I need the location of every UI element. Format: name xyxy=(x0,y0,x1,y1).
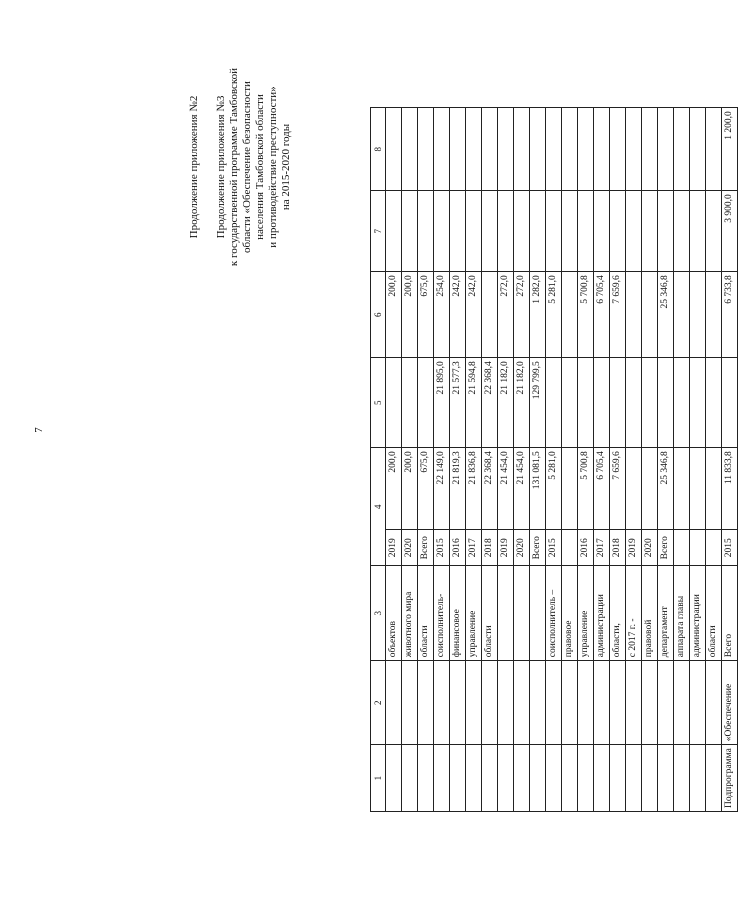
cell-year: 2019 xyxy=(626,530,642,566)
cell-c2 xyxy=(402,661,418,745)
cell-year: Всего xyxy=(658,530,674,566)
cell-c6: 272,0 xyxy=(514,272,530,358)
cell-c8 xyxy=(562,108,578,191)
cell-year xyxy=(706,530,722,566)
cell-c6: 675,0 xyxy=(418,272,434,358)
table-row xyxy=(562,108,578,812)
cell-c3: управление xyxy=(578,566,594,661)
cell-c5 xyxy=(642,358,658,448)
col-num: 1 xyxy=(371,745,386,812)
cell-c8 xyxy=(482,108,498,191)
cell-c4 xyxy=(706,448,722,530)
cell-c3: животного мира xyxy=(402,566,418,661)
cell-c4 xyxy=(642,448,658,530)
cell-c5: 21 182,0 xyxy=(498,358,514,448)
cell-c2 xyxy=(610,661,626,745)
cell-c4: 21 454,0 xyxy=(514,448,530,530)
table-row xyxy=(450,108,466,812)
cell-c5: 21 182,0 xyxy=(514,358,530,448)
cell-c4: 6 705,4 xyxy=(594,448,610,530)
cell-c2 xyxy=(578,661,594,745)
column-number-row xyxy=(371,108,386,812)
cell-c8 xyxy=(434,108,450,191)
cell-c2 xyxy=(530,661,546,745)
cell-c3: департамент xyxy=(658,566,674,661)
cell-c6 xyxy=(562,272,578,358)
cell-c3: с 2017 г. - xyxy=(626,566,642,661)
cell-c6 xyxy=(690,272,706,358)
cell-year: 2019 xyxy=(498,530,514,566)
cell-c1 xyxy=(402,745,418,812)
cell-c7 xyxy=(514,191,530,272)
header-line-2: Продолжение приложения №3 xyxy=(215,95,227,239)
table-row xyxy=(482,108,498,812)
cell-c5 xyxy=(418,358,434,448)
cell-year: 2018 xyxy=(610,530,626,566)
cell-c5: 21 594,8 xyxy=(466,358,482,448)
cell-year: 2015 xyxy=(722,530,738,566)
cell-c5 xyxy=(594,358,610,448)
cell-c3: области xyxy=(706,566,722,661)
cell-c3: области xyxy=(482,566,498,661)
cell-c5 xyxy=(578,358,594,448)
rotated-page xyxy=(188,17,734,812)
cell-c8 xyxy=(498,108,514,191)
header-line-3: к государственной программе Тамбовской xyxy=(228,67,240,267)
cell-c4: 22 149,0 xyxy=(434,448,450,530)
col-num: 3 xyxy=(371,566,386,661)
cell-c4: 5 700,8 xyxy=(578,448,594,530)
cell-c1 xyxy=(514,745,530,812)
cell-year: 2018 xyxy=(482,530,498,566)
table-row xyxy=(626,108,642,812)
cell-c8 xyxy=(386,108,402,191)
appendix-header xyxy=(188,17,293,317)
cell-year: 2015 xyxy=(434,530,450,566)
cell-c3: соисполнитель- xyxy=(434,566,450,661)
table-row xyxy=(594,108,610,812)
cell-year: 2020 xyxy=(642,530,658,566)
cell-c3: финансовое xyxy=(450,566,466,661)
table-row xyxy=(386,108,402,812)
table-row xyxy=(546,108,562,812)
cell-c2 xyxy=(690,661,706,745)
cell-c7 xyxy=(546,191,562,272)
cell-c2 xyxy=(546,661,562,745)
cell-c4 xyxy=(674,448,690,530)
cell-c1 xyxy=(690,745,706,812)
cell-c5 xyxy=(546,358,562,448)
cell-c7 xyxy=(498,191,514,272)
cell-c4: 21 454,0 xyxy=(498,448,514,530)
cell-c5: 21 577,3 xyxy=(450,358,466,448)
cell-c4: 200,0 xyxy=(386,448,402,530)
cell-c6: 200,0 xyxy=(386,272,402,358)
cell-c7 xyxy=(594,191,610,272)
cell-c1 xyxy=(674,745,690,812)
cell-c1 xyxy=(450,745,466,812)
header-line-6: и противодействие преступности» xyxy=(267,86,279,248)
cell-c2 xyxy=(482,661,498,745)
cell-c1 xyxy=(418,745,434,812)
cell-c4: 5 281,0 xyxy=(546,448,562,530)
cell-c6: 5 700,8 xyxy=(578,272,594,358)
cell-c1 xyxy=(386,745,402,812)
cell-c5: 21 895,0 xyxy=(434,358,450,448)
cell-year: 2020 xyxy=(402,530,418,566)
cell-c2 xyxy=(466,661,482,745)
cell-c2 xyxy=(626,661,642,745)
col-num: 2 xyxy=(371,661,386,745)
cell-c6: 6 705,4 xyxy=(594,272,610,358)
cell-c7 xyxy=(578,191,594,272)
cell-c8 xyxy=(642,108,658,191)
col-num: 7 xyxy=(371,191,386,272)
cell-c6: 7 659,6 xyxy=(610,272,626,358)
cell-c2 xyxy=(386,661,402,745)
cell-c7 xyxy=(626,191,642,272)
budget-table xyxy=(370,107,738,812)
cell-c3 xyxy=(530,566,546,661)
table-row xyxy=(434,108,450,812)
cell-c1 xyxy=(530,745,546,812)
cell-c3: Всего xyxy=(722,566,738,661)
cell-year: 2017 xyxy=(594,530,610,566)
cell-c5 xyxy=(610,358,626,448)
cell-c5 xyxy=(722,358,738,448)
cell-c4: 7 659,6 xyxy=(610,448,626,530)
cell-c4: 200,0 xyxy=(402,448,418,530)
cell-c8 xyxy=(658,108,674,191)
col-num: 6 xyxy=(371,272,386,358)
cell-year xyxy=(562,530,578,566)
cell-year: Всего xyxy=(530,530,546,566)
cell-c3: правовой xyxy=(642,566,658,661)
cell-c5 xyxy=(402,358,418,448)
cell-c6 xyxy=(482,272,498,358)
cell-year xyxy=(674,530,690,566)
cell-c1 xyxy=(466,745,482,812)
cell-year: 2016 xyxy=(578,530,594,566)
cell-c7 xyxy=(466,191,482,272)
cell-c3: соисполнитель – xyxy=(546,566,562,661)
cell-c8 xyxy=(690,108,706,191)
cell-c8 xyxy=(402,108,418,191)
cell-c6 xyxy=(674,272,690,358)
cell-c8 xyxy=(530,108,546,191)
cell-c6: 272,0 xyxy=(498,272,514,358)
cell-c6 xyxy=(642,272,658,358)
cell-c1 xyxy=(546,745,562,812)
cell-c1 xyxy=(562,745,578,812)
page-number: 7 xyxy=(32,427,45,433)
cell-c4 xyxy=(690,448,706,530)
cell-c7 xyxy=(610,191,626,272)
cell-c8 xyxy=(514,108,530,191)
cell-c8 xyxy=(466,108,482,191)
cell-c3: администрации xyxy=(594,566,610,661)
table-row xyxy=(466,108,482,812)
cell-c8 xyxy=(674,108,690,191)
cell-c2 xyxy=(498,661,514,745)
cell-c3: области xyxy=(418,566,434,661)
cell-c7 xyxy=(482,191,498,272)
cell-c4: 21 819,3 xyxy=(450,448,466,530)
cell-year: 2015 xyxy=(546,530,562,566)
cell-c8: 1 200,0 xyxy=(722,108,738,191)
col-num: 4 xyxy=(371,448,386,566)
cell-c4: 21 836,8 xyxy=(466,448,482,530)
cell-c2 xyxy=(562,661,578,745)
cell-c6: 242,0 xyxy=(450,272,466,358)
cell-c4: 11 833,8 xyxy=(722,448,738,530)
cell-c1 xyxy=(578,745,594,812)
table-row xyxy=(658,108,674,812)
table-row xyxy=(642,108,658,812)
cell-c1 xyxy=(642,745,658,812)
cell-c2 xyxy=(658,661,674,745)
cell-c1 xyxy=(658,745,674,812)
cell-c3: аппарата главы xyxy=(674,566,690,661)
table-row xyxy=(722,108,738,812)
cell-c3: объектов xyxy=(386,566,402,661)
cell-c7 xyxy=(418,191,434,272)
cell-c8 xyxy=(610,108,626,191)
cell-c4: 25 346,8 xyxy=(658,448,674,530)
cell-c2 xyxy=(434,661,450,745)
cell-c6 xyxy=(626,272,642,358)
cell-c8 xyxy=(546,108,562,191)
cell-c1 xyxy=(434,745,450,812)
cell-c5 xyxy=(386,358,402,448)
table-row xyxy=(498,108,514,812)
cell-c4: 131 081,5 xyxy=(530,448,546,530)
cell-c2 xyxy=(706,661,722,745)
cell-c8 xyxy=(450,108,466,191)
cell-c6: 5 281,0 xyxy=(546,272,562,358)
cell-c6: 242,0 xyxy=(466,272,482,358)
cell-c2 xyxy=(674,661,690,745)
cell-c2: «Обеспечение xyxy=(722,661,738,745)
table-row xyxy=(514,108,530,812)
cell-c7 xyxy=(674,191,690,272)
cell-year: 2017 xyxy=(466,530,482,566)
cell-c1 xyxy=(482,745,498,812)
header-line-1: Продолжение приложения №2 xyxy=(188,95,200,239)
cell-c2 xyxy=(418,661,434,745)
cell-c7 xyxy=(450,191,466,272)
cell-c7 xyxy=(658,191,674,272)
cell-c7: 3 900,0 xyxy=(722,191,738,272)
cell-c5 xyxy=(658,358,674,448)
cell-c6: 1 282,0 xyxy=(530,272,546,358)
cell-c1 xyxy=(610,745,626,812)
cell-c8 xyxy=(626,108,642,191)
table-row xyxy=(530,108,546,812)
cell-year: 2020 xyxy=(514,530,530,566)
cell-year: 2019 xyxy=(386,530,402,566)
cell-c1 xyxy=(626,745,642,812)
cell-c6: 254,0 xyxy=(434,272,450,358)
cell-c3 xyxy=(514,566,530,661)
cell-c8 xyxy=(706,108,722,191)
cell-c8 xyxy=(594,108,610,191)
cell-c1 xyxy=(498,745,514,812)
cell-c2 xyxy=(594,661,610,745)
table-row xyxy=(402,108,418,812)
cell-c7 xyxy=(402,191,418,272)
cell-c5 xyxy=(706,358,722,448)
cell-year xyxy=(690,530,706,566)
cell-c8 xyxy=(578,108,594,191)
cell-c1: Подпрограмма xyxy=(722,745,738,812)
cell-c5 xyxy=(562,358,578,448)
cell-c7 xyxy=(562,191,578,272)
cell-c4 xyxy=(626,448,642,530)
cell-c2 xyxy=(514,661,530,745)
cell-c5 xyxy=(626,358,642,448)
header-line-7: на 2015-2020 годы xyxy=(280,123,292,211)
cell-c1 xyxy=(594,745,610,812)
cell-c2 xyxy=(642,661,658,745)
header-line-5: населения Тамбовской области xyxy=(254,94,266,240)
cell-c5: 129 799,5 xyxy=(530,358,546,448)
cell-c6: 200,0 xyxy=(402,272,418,358)
cell-c5 xyxy=(674,358,690,448)
table-row xyxy=(418,108,434,812)
cell-c3: правовое xyxy=(562,566,578,661)
cell-c4: 22 368,4 xyxy=(482,448,498,530)
cell-c7 xyxy=(690,191,706,272)
cell-c7 xyxy=(530,191,546,272)
cell-c8 xyxy=(418,108,434,191)
cell-c7 xyxy=(642,191,658,272)
cell-c3: администрации xyxy=(690,566,706,661)
cell-c5 xyxy=(690,358,706,448)
table-row xyxy=(706,108,722,812)
table-row xyxy=(578,108,594,812)
cell-c6: 6 733,8 xyxy=(722,272,738,358)
cell-c5: 22 368,4 xyxy=(482,358,498,448)
cell-c6 xyxy=(706,272,722,358)
cell-c7 xyxy=(434,191,450,272)
col-num: 5 xyxy=(371,358,386,448)
col-num: 8 xyxy=(371,108,386,191)
cell-c3 xyxy=(498,566,514,661)
table-row xyxy=(610,108,626,812)
header-line-4: области «Обеспечение безопасности xyxy=(241,81,253,253)
cell-c3: управление xyxy=(466,566,482,661)
table-row xyxy=(674,108,690,812)
cell-c4: 675,0 xyxy=(418,448,434,530)
table-row xyxy=(690,108,706,812)
cell-c7 xyxy=(706,191,722,272)
cell-c3: области, xyxy=(610,566,626,661)
cell-c4 xyxy=(562,448,578,530)
cell-year: 2016 xyxy=(450,530,466,566)
cell-c7 xyxy=(386,191,402,272)
cell-c6: 25 346,8 xyxy=(658,272,674,358)
cell-c1 xyxy=(706,745,722,812)
cell-year: Всего xyxy=(418,530,434,566)
cell-c2 xyxy=(450,661,466,745)
